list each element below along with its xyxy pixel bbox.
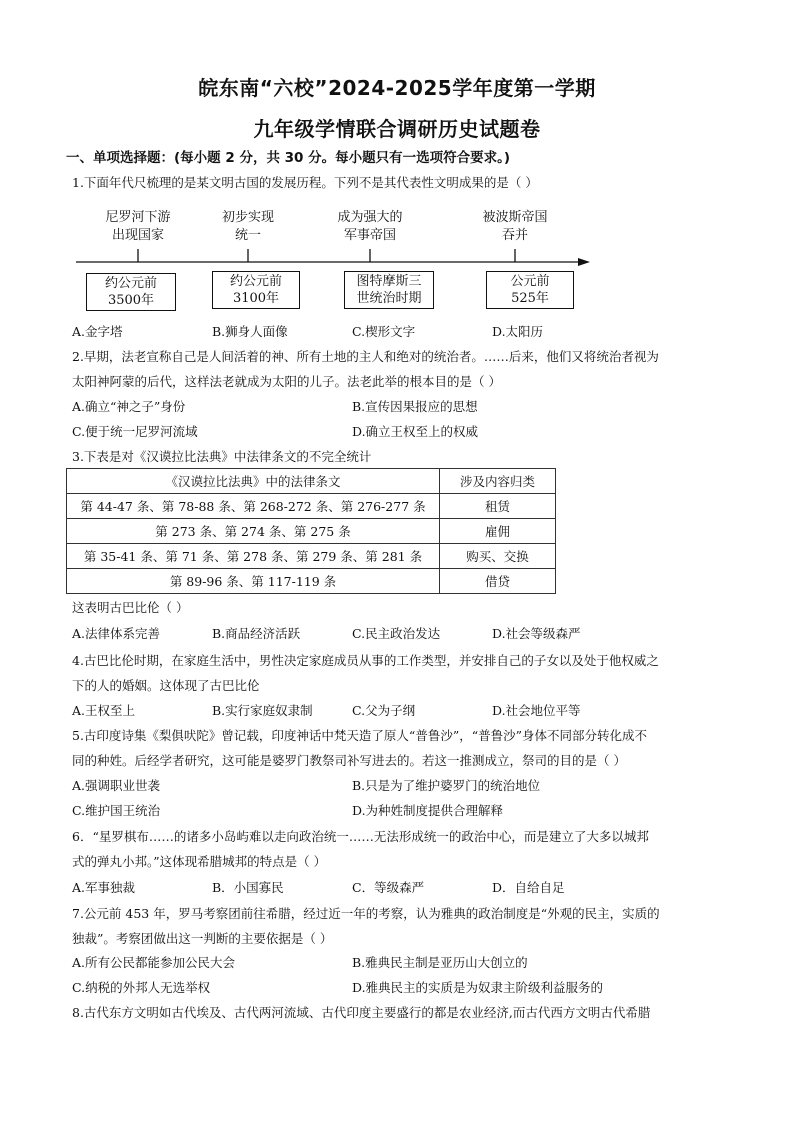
- q2-option-b[interactable]: B.宣传因果报应的思想: [352, 399, 478, 414]
- q4-option-a[interactable]: A.王权至上: [72, 703, 136, 718]
- table-row: [67, 569, 556, 594]
- timeline-event-2-line1: 初步实现: [221, 210, 275, 225]
- exam-title-line2: 九年级学情联合调研历史试题卷: [253, 117, 541, 141]
- exam-title-line1: 皖东南“六校”2024-2025学年度第一学期: [198, 76, 596, 100]
- timeline-event-3-line2: 军事帝国: [343, 228, 397, 243]
- table-cell-category: 租赁: [440, 494, 556, 519]
- q7-stem-line2: 独裁”。考察团做出这一判断的主要依据是（ ）: [72, 931, 333, 946]
- q6-option-d[interactable]: D．自给自足: [492, 880, 565, 895]
- q6-stem-line1: 6．“星罗棋布……的诸多小岛屿难以走向政治统一……无法形成统一的政治中心，而是建立了大多以城邦: [72, 829, 649, 844]
- timeline-event-1-label: [105, 209, 170, 245]
- table-cell-articles: 第 89-96 条、第 117-119 条: [67, 569, 440, 594]
- timeline-date-box-4: [486, 271, 574, 309]
- q7-stem-line1: 7.公元前 453 年，罗马考察团前往希腊，经过近一年的考察，认为雅典的政治制度是“外观的民主，实质的: [72, 906, 660, 921]
- timeline-date-4-line1: 公元前: [510, 274, 550, 289]
- timeline-date-3-line1: 图特摩斯三: [356, 274, 422, 289]
- table-cell-articles: 第 44-47 条、第 78-88 条、第 268-272 条、第 276-277 条: [67, 494, 440, 519]
- q4-stem-line2: 下的人的婚姻。这体现了古巴比伦: [72, 678, 260, 693]
- table-row: [67, 519, 556, 544]
- q2-option-d[interactable]: D.确立王权至上的权威: [352, 424, 479, 439]
- q3-conclusion: 这表明古巴比伦（ ）: [72, 600, 189, 615]
- q2-stem-line2: 太阳神阿蒙的后代，这样法老就成为太阳的儿子。法老此举的根本目的是（ ）: [72, 374, 501, 389]
- timeline-date-3-line2: 世统治时期: [356, 291, 422, 306]
- q5-option-c[interactable]: C.维护国王统治: [72, 803, 161, 818]
- timeline-date-1-line1: 约公元前: [104, 276, 157, 291]
- q3-option-d[interactable]: D.社会等级森严: [492, 626, 581, 641]
- table-cell-category: 购买、交换: [440, 544, 556, 569]
- timeline-date-2-line1: 约公元前: [229, 274, 282, 289]
- q8-stem-line1: 8.古代东方文明如古代埃及、古代两河流域、古代印度主要盛行的都是农业经济,而古代西方文明古代希腊: [72, 1005, 651, 1020]
- timeline-figure: [72, 205, 612, 315]
- timeline-arrowhead: [578, 258, 590, 266]
- q3-option-b[interactable]: B.商品经济活跃: [212, 626, 301, 641]
- timeline-event-3-line1: 成为强大的: [337, 210, 403, 225]
- q7-option-b[interactable]: B.雅典民主制是亚历山大创立的: [352, 955, 528, 970]
- q3-option-c[interactable]: C.民主政治发达: [352, 626, 441, 641]
- table-cell-articles: 第 273 条、第 274 条、第 275 条: [67, 519, 440, 544]
- q1-stem: 1.下面年代尺梳理的是某文明古国的发展历程。下列不是其代表性文明成果的是（ ）: [72, 175, 538, 190]
- q5-stem-line2: 同的种姓。后经学者研究，这可能是婆罗门教祭司补写进去的。若这一推测成立，祭司的目的是（ ）: [72, 753, 626, 768]
- q7-option-a[interactable]: A.所有公民都能参加公民大会: [72, 955, 236, 970]
- q4-option-c[interactable]: C.父为子纲: [352, 703, 416, 718]
- section-heading: 一、单项选择题：(每小题 2 分，共 30 分。每小题只有一选项符合要求。): [66, 150, 511, 166]
- table-header-articles: 《汉谟拉比法典》中的法律条文: [67, 469, 440, 494]
- timeline-date-box-1: [86, 273, 176, 311]
- q1-option-a[interactable]: A.金字塔: [72, 324, 123, 339]
- q4-option-b[interactable]: B.实行家庭奴隶制: [212, 703, 313, 718]
- q7-option-d[interactable]: D.雅典民主的实质是为奴隶主阶级利益服务的: [352, 980, 604, 995]
- q3-stem: 3.下表是对《汉谟拉比法典》中法律条文的不完全统计: [72, 449, 372, 464]
- q4-stem-line1: 4.古巴比伦时期，在家庭生活中，男性决定家庭成员从事的工作类型，并安排自己的子女以及处于他权威之: [72, 653, 659, 668]
- timeline-date-1-line2: 3500年: [107, 293, 155, 308]
- timeline-event-4-line2: 吞并: [501, 228, 529, 243]
- timeline-event-4-label: [482, 209, 547, 245]
- q3-option-a[interactable]: A.法律体系完善: [72, 626, 161, 641]
- table-row: [67, 544, 556, 569]
- table-cell-category: 雇佣: [440, 519, 556, 544]
- table-cell-articles: 第 35-41 条、第 71 条、第 278 条、第 279 条、第 281 条: [67, 544, 440, 569]
- timeline-event-1-line2: 出现国家: [111, 228, 165, 243]
- q2-stem-line1: 2.早期，法老宣称自己是人间活着的神、所有土地的主人和绝对的统治者。……后来，他们又将统治者视为: [72, 349, 659, 364]
- q5-option-b[interactable]: B.只是为了维护婆罗门的统治地位: [352, 778, 541, 793]
- table-header-row: [67, 469, 556, 494]
- q4-option-d[interactable]: D.社会地位平等: [492, 703, 581, 718]
- timeline-date-4-line2: 525年: [511, 291, 549, 306]
- timeline-event-4-line1: 被波斯帝国: [482, 210, 548, 225]
- table-header-category: 涉及内容归类: [440, 469, 556, 494]
- q2-option-a[interactable]: A.确立“神之子”身份: [72, 399, 186, 414]
- timeline-event-2-line2: 统一: [234, 228, 262, 243]
- law-statistics-table: [66, 468, 556, 594]
- timeline-event-2-label: [222, 209, 274, 245]
- table-row: [67, 494, 556, 519]
- q6-option-a[interactable]: A.军事独裁: [72, 880, 136, 895]
- q1-option-d[interactable]: D.太阳历: [492, 324, 544, 339]
- table-cell-category: 借贷: [440, 569, 556, 594]
- timeline-date-box-2: [212, 271, 300, 309]
- q5-stem-line1: 5.古印度诗集《梨俱吠陀》曾记载，印度神话中梵天造了原人“普鲁沙”，“普鲁沙”身体不同部分转化成不: [72, 728, 647, 743]
- q6-stem-line2: 式的弹丸小邦。”这体现希腊城邦的特点是（ ）: [72, 854, 327, 869]
- q1-option-b[interactable]: B.狮身人面像: [212, 324, 288, 339]
- timeline-date-box-3: [344, 271, 434, 309]
- q6-option-c[interactable]: C．等级森严: [352, 880, 425, 895]
- timeline-event-3-label: [337, 209, 402, 245]
- q7-option-c[interactable]: C.纳税的外邦人无选举权: [72, 980, 211, 995]
- q6-option-b[interactable]: B．小国寡民: [212, 880, 284, 895]
- q2-option-c[interactable]: C.便于统一尼罗河流域: [72, 424, 198, 439]
- q1-option-c[interactable]: C.楔形文字: [352, 324, 416, 339]
- timeline-event-1-line1: 尼罗河下游: [105, 210, 171, 225]
- q5-option-d[interactable]: D.为种姓制度提供合理解释: [352, 803, 504, 818]
- timeline-date-2-line2: 3100年: [232, 291, 280, 306]
- q5-option-a[interactable]: A.强调职业世袭: [72, 778, 161, 793]
